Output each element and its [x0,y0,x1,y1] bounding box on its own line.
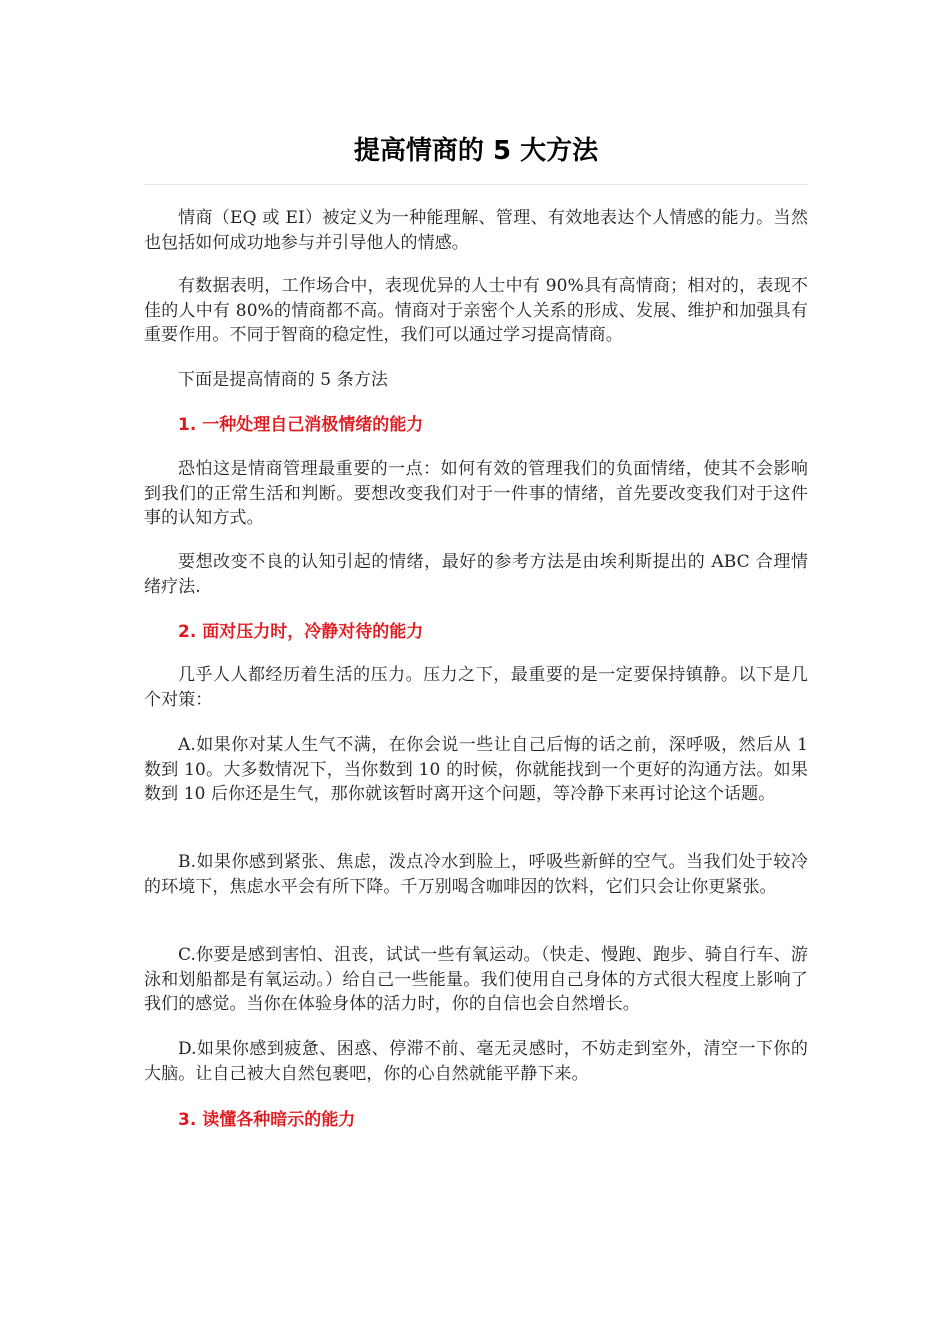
title-divider [144,184,808,185]
document-title: 提高情商的 5 大方法 [353,136,599,166]
section-2-paragraph-1: 几乎人人都经历着生活的压力。压力之下，最重要的是一定要保持镇静。以下是几个对策： [144,665,808,710]
section-1-heading: 1. 一种处理自己消极情绪的能力 [178,415,424,435]
document-page [144,0,808,1344]
section-1-paragraph-1: 恐怕这是情商管理最重要的一点：如何有效的管理我们的负面情绪，使其不会影响到我们的正常生活和判断。要想改变我们对于一件事的情绪，首先要改变我们对于这件事的认知方式。 [144,459,808,528]
section-2-paragraph-4: C.你要是感到害怕、沮丧，试试一些有氧运动。（快走、慢跑、跑步、骑自行车、游泳和划船都是有氧运动。）给自己一些能量。我们使用自己身体的方式很大程度上影响了我们的感觉。当你在体验身体的活力时，你的自信也会自然增长。 [144,945,808,1014]
section-2-paragraph-2: A.如果你对某人生气不满，在你会说一些让自己后悔的话之前，深呼吸，然后从 1 数到 10。大多数情况下，当你数到 10 的时候，你就能找到一个更好的沟通方法。如果数到 10 后你还是生气，那你就该暂时离开这个问题，等冷静下来再讨论这个话题。 [144,735,808,804]
section-2-heading: 2. 面对压力时，冷静对待的能力 [178,622,424,642]
section-3-heading: 3. 读懂各种暗示的能力 [178,1110,356,1130]
section-1-paragraph-2: 要想改变不良的认知引起的情绪，最好的参考方法是由埃利斯提出的 ABC 合理情绪疗法. [144,552,808,597]
intro-paragraph-1: 情商（EQ 或 EI）被定义为一种能理解、管理、有效地表达个人情感的能力。当然也包括如何成功地参与并引导他人的情感。 [144,208,808,253]
section-2-paragraph-5: D.如果你感到疲惫、困惑、停滞不前、毫无灵感时，不妨走到室外，清空一下你的大脑。让自己被大自然包裹吧，你的心自然就能平静下来。 [144,1039,808,1084]
intro-paragraph-2: 有数据表明，工作场合中，表现优异的人士中有 90%具有高情商；相对的，表现不佳的人中有 80%的情商都不高。情商对于亲密个人关系的形成、发展、维护和加强具有重要作用。不同于智商的稳定性，我们可以通过学习提高情商。 [144,276,808,345]
intro-paragraph-3: 下面是提高情商的 5 条方法 [178,370,389,390]
section-2-paragraph-3: B.如果你感到紧张、焦虑，泼点冷水到脸上，呼吸些新鲜的空气。当我们处于较冷的环境下，焦虑水平会有所下降。千万别喝含咖啡因的饮料，它们只会让你更紧张。 [144,852,808,897]
